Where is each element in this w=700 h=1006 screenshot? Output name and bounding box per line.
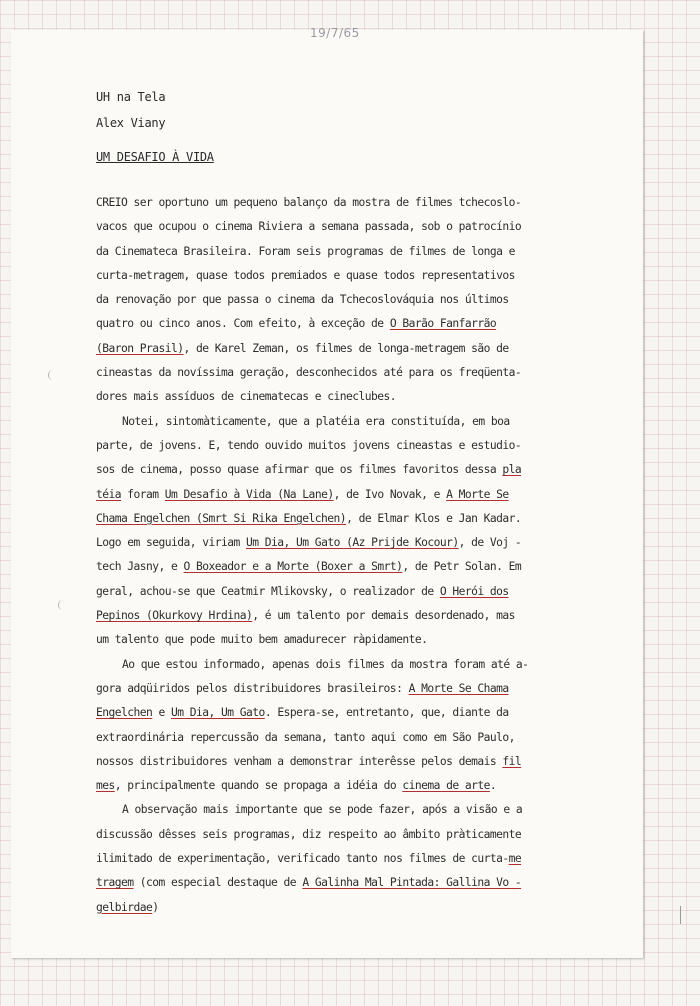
text-segment: quatro ou cinco anos. Com efeito, à exceção de — [96, 317, 390, 331]
text-segment: Logo em seguida, viriam — [96, 536, 247, 550]
film-title: Um Desafio à Vida (Na Lane) — [164, 487, 334, 501]
film-title: pla — [502, 463, 522, 477]
text-segment: , é um talento por demais desordenado, mas — [252, 609, 515, 623]
text-line — [96, 726, 616, 750]
film-title: Pepinos (Okurkovy Hrdina) — [96, 609, 253, 623]
film-title: Um Dia, Um Gato (Az Prijde Kocour) — [246, 536, 459, 550]
text-line — [96, 507, 616, 531]
film-title: O Herói dos — [439, 584, 509, 598]
text-segment: , de Voj - — [458, 536, 522, 550]
film-title: téia — [96, 487, 122, 501]
text-segment: , de Karel Zeman, os filmes de longa-metragem são de — [183, 341, 509, 355]
text-line — [96, 823, 616, 847]
text-segment: ilimitado de experimentação, verificado tanto nos filmes de curta- — [96, 852, 509, 866]
text-segment: dores mais assíduos de cinematecas e cineclubes. — [96, 390, 397, 404]
text-segment: . — [489, 779, 497, 793]
text-line — [96, 337, 616, 361]
text-segment: Notei, sintomàticamente, que a platéia era constituída, em boa — [122, 414, 510, 428]
handwritten-date: 19/7/65 — [310, 26, 360, 40]
text-segment: , de Elmar Klos e Jan Kadar. — [346, 511, 522, 525]
text-line — [96, 531, 616, 555]
text-line — [96, 410, 616, 434]
punch-hole-mark — [58, 600, 67, 610]
text-segment: , de Petr Solan. Em — [402, 560, 522, 574]
film-title: tragem — [96, 876, 134, 890]
text-line — [96, 555, 616, 579]
text-line — [96, 604, 616, 628]
text-line — [96, 628, 616, 652]
text-segment: , de Ivo Novak, e — [333, 487, 447, 501]
film-title: Engelchen — [96, 706, 153, 720]
text-segment: parte, de jovens. E, tendo ouvido muitos jovens cineastas e estudio- — [96, 438, 522, 452]
film-title: gelbirdae — [96, 900, 153, 914]
author-name: Alex Viany — [96, 116, 166, 130]
text-line — [96, 750, 616, 774]
text-line — [96, 215, 616, 239]
page-crease — [680, 906, 681, 924]
text-segment: geral, achou-se que Ceatmir Mlikovsky, o realizador de — [96, 584, 440, 598]
text-segment: ) — [152, 900, 159, 914]
text-line — [96, 312, 616, 336]
text-line — [96, 385, 616, 409]
text-line — [96, 896, 616, 920]
text-segment: gora adqüiridos pelos distribuidores brasileiros: — [96, 681, 409, 695]
film-title: (Baron Prasil) — [96, 341, 184, 355]
text-line — [96, 264, 616, 288]
film-title: A Galinha Mal Pintada: Gallina Vo - — [302, 876, 522, 890]
text-line — [96, 798, 616, 822]
text-segment: extraordinária repercussão da semana, tanto aqui como em São Paulo, — [96, 730, 515, 744]
text-segment: nossos distribuidores venham a demonstrar interêsse pelos demais — [96, 754, 503, 768]
film-title: A Morte Se — [446, 487, 509, 501]
text-segment: da renovação por que passa o cinema da Tchecoslováquia nos últimos — [96, 293, 509, 307]
text-segment: , principalmente quando se propaga a idéia do — [114, 779, 403, 793]
text-segment: curta-metragem, quase todos premiados e quase todos representativos — [96, 268, 515, 282]
text-line — [96, 191, 616, 215]
text-segment: CREIO ser oportuno um pequeno balanço da mostra de filmes tchecoslo- — [96, 196, 522, 209]
text-line — [96, 871, 616, 895]
text-segment: e — [152, 706, 172, 720]
text-line — [96, 677, 616, 701]
film-title: cinema de arte — [402, 779, 490, 793]
text-line — [96, 774, 616, 798]
text-segment: vacos que ocupou o cinema Riviera a semana passada, sob o patrocínio — [96, 220, 522, 234]
text-segment: A observação mais importante que se pode fazer, após a visão e a — [122, 803, 523, 817]
film-title: A Morte Se Chama — [408, 681, 509, 695]
text-line — [96, 288, 616, 312]
film-title: fil — [502, 754, 522, 768]
text-line — [96, 580, 616, 604]
text-line — [96, 240, 616, 264]
text-segment: tech Jasny, e — [96, 560, 184, 574]
text-segment: Ao que estou informado, apenas dois filmes da mostra foram até a- — [122, 657, 529, 671]
film-title: Chama Engelchen (Smrt Si Rika Engelchen) — [96, 511, 347, 525]
text-line — [96, 434, 616, 458]
article-title: UM DESAFIO À VIDA — [96, 150, 214, 164]
text-segment: um talento que pode muito bem amadurecer ràpidamente. — [96, 633, 428, 647]
text-segment: . Espera-se, entretanto, que, diante da — [264, 706, 509, 720]
text-segment: (com especial destaque de — [133, 876, 303, 890]
film-title: Um Dia, Um Gato — [171, 706, 265, 720]
film-title: O Boxeador e a Morte (Boxer a Smrt) — [183, 560, 403, 574]
text-segment: cineastas da novíssima geração, desconhecidos até para os freqüenta- — [96, 366, 522, 380]
punch-hole-mark — [48, 370, 57, 380]
film-title: O Barão Fanfarrão — [389, 317, 497, 331]
text-segment: foram — [121, 487, 165, 501]
text-segment: discussão dêsses seis programas, diz respeito ao âmbito pràticamente — [96, 827, 522, 841]
text-line — [96, 458, 616, 482]
film-title: mes — [96, 779, 115, 793]
text-line — [96, 701, 616, 725]
text-segment: sos de cinema, posso quase afirmar que os filmes favoritos dessa — [96, 463, 503, 477]
text-segment: da Cinemateca Brasileira. Foram seis programas de filmes de longa e — [96, 244, 515, 258]
text-line — [96, 847, 616, 871]
article-body — [96, 191, 616, 920]
film-title: me — [508, 852, 522, 866]
column-name: UH na Tela — [96, 90, 166, 104]
text-line — [96, 361, 616, 385]
text-line — [96, 653, 616, 677]
text-line — [96, 483, 616, 507]
